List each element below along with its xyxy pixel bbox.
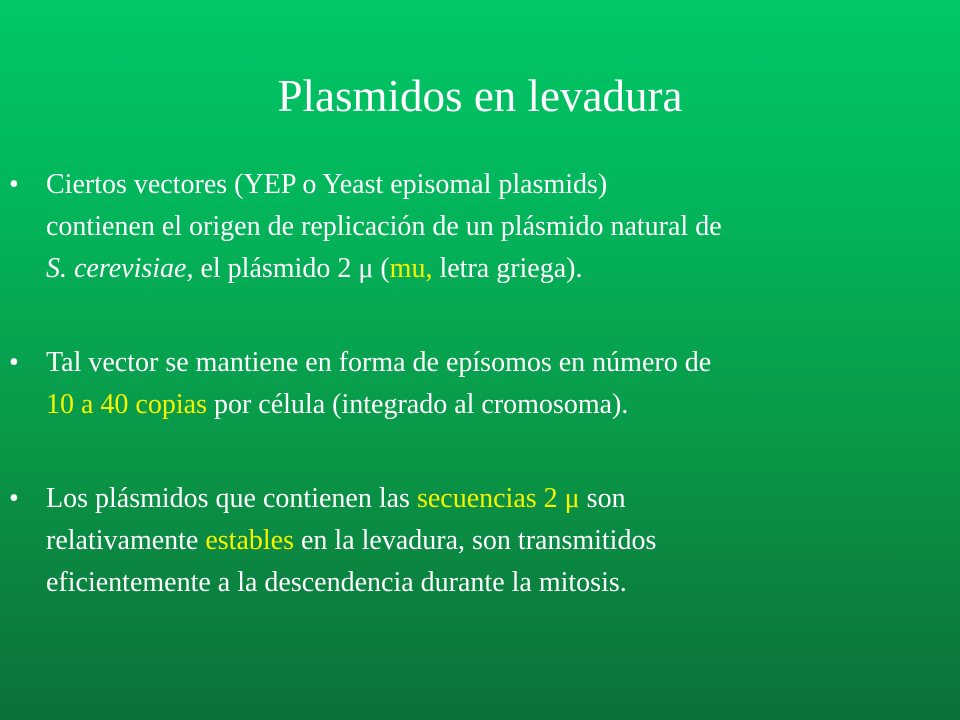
bullet-3-text-2: relativamente [46,525,206,556]
bullet-1-text-end: letra griega). [432,253,583,284]
bullet-2-line-2 [46,384,948,426]
bullet-dot-icon: • [9,483,19,514]
bullet-dot-icon: • [9,347,19,378]
highlight-copies: 10 a 40 copias [46,389,207,420]
slide-title: Plasmidos en levadura [277,71,683,121]
bullet-1-line-3 [46,248,948,290]
bullet-item-yep-vectors [9,164,948,290]
bullet-3-text-end: son [579,483,626,514]
bullet-3-line-3: eficientemente a la descendencia durante la mitosis. [46,567,627,598]
bullet-list [0,164,960,604]
bullet-2-line-1: Tal vector se mantiene en forma de epísomos en número de [46,347,712,378]
bullet-3-line-2 [46,520,948,562]
bullet-dot-icon: • [9,169,19,200]
highlight-mu: mu, [389,253,433,284]
bullet-item-copy-number [9,342,948,426]
bullet-2-text: por célula (integrado al cromosoma). [206,389,629,420]
bullet-1-line-2: contienen el origen de replicación de un plásmido natural de [46,211,722,242]
highlight-stable: estables [205,525,294,556]
bullet-item-stability [9,478,948,604]
bullet-3-text: Los plásmidos que contienen las [46,483,417,514]
highlight-sequences: secuencias 2 μ [416,483,580,514]
bullet-3-text-3: en la levadura, son transmitidos [294,525,657,556]
bullet-1-text: el plásmido 2 μ ( [193,253,390,284]
bullet-1-line-1: Ciertos vectores (YEP o Yeast episomal plasmids) [46,169,608,200]
species-name: S. cerevisiae, [46,253,194,284]
bullet-3-line-1 [46,478,948,520]
